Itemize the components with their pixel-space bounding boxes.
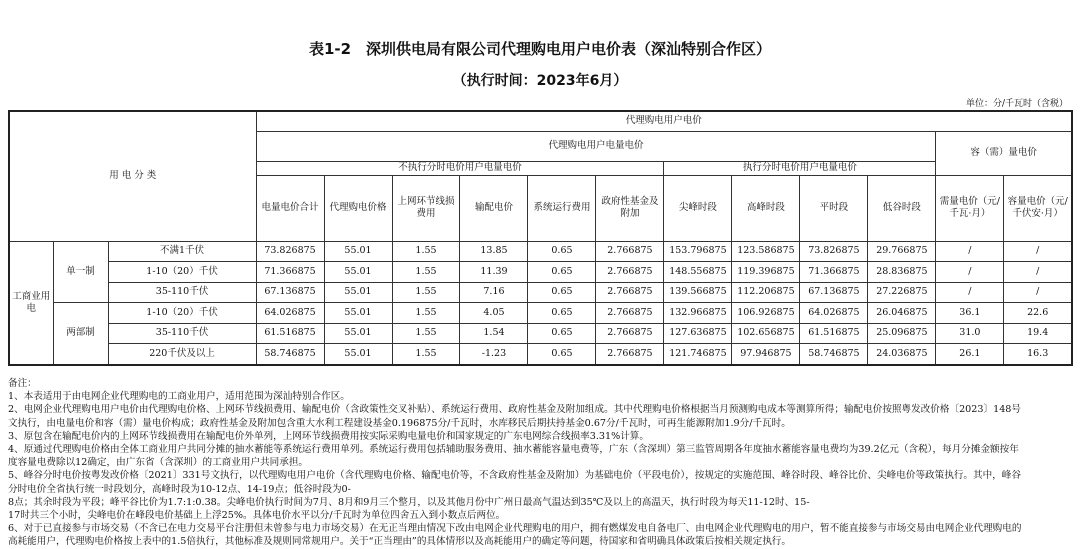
price-cell: 7.16: [460, 282, 528, 303]
price-cell: 1.54: [460, 323, 528, 344]
group-label: 工商业用电: [9, 241, 53, 365]
price-cell: 28.836875: [868, 262, 936, 283]
price-cell: 1.55: [392, 303, 460, 324]
voltage-level: 1-10（20）千伏: [108, 262, 256, 283]
price-cell: 67.136875: [800, 282, 868, 303]
column-header: 输配电价: [460, 175, 528, 241]
voltage-level: 35-110千伏: [108, 323, 256, 344]
price-cell: 55.01: [324, 303, 392, 324]
price-cell: 2.766875: [596, 262, 664, 283]
price-cell: 73.826875: [256, 241, 324, 262]
voltage-level: 不满1千伏: [108, 241, 256, 262]
column-header: 需量电价（元/千瓦·月）: [936, 175, 1004, 241]
note-line: 8点；其余时段为平段；峰平谷比价为1.7:1:0.38。尖峰电价执行时间为7月、8月和9月三个整月，以及其他月份中广州日最高气温达到35℃及以上的高温天，执行时段为每天11-12时、15-: [8, 496, 810, 508]
column-header: 高峰时段: [732, 175, 800, 241]
price-cell: 112.206875: [732, 282, 800, 303]
price-cell: 2.766875: [596, 282, 664, 303]
price-cell: /: [936, 262, 1004, 283]
price-cell: 0.65: [528, 262, 596, 283]
voltage-level: 35-110千伏: [108, 282, 256, 303]
price-cell: 64.026875: [800, 303, 868, 324]
price-cell: -1.23: [460, 344, 528, 365]
price-cell: 0.65: [528, 344, 596, 365]
column-header: 电量电价合计: [256, 175, 324, 241]
price-cell: 139.566875: [664, 282, 732, 303]
price-cell: 132.966875: [664, 303, 732, 324]
execution-date: （执行时间：2023年6月）: [452, 73, 628, 89]
price-cell: 25.096875: [868, 323, 936, 344]
note-line: 高耗能用户，代理购电价格按上表中的1.5倍执行，其他标准及规则同常规用户。关于“正当理由”的具体情形以及高耗能用户的确定等问题，待国家和省明确具体政策后按相关规定执行。: [8, 536, 791, 548]
notes: [8, 377, 1076, 549]
price-cell: 2.766875: [596, 323, 664, 344]
column-header: 低谷时段: [868, 175, 936, 241]
price-cell: 2.766875: [596, 303, 664, 324]
table-row: [9, 303, 1072, 324]
note-line: 度容量电费除以12确定，由广东省（含深圳）的工商业用户共同承担。: [8, 457, 309, 469]
table-row: [9, 344, 1072, 365]
price-cell: 4.05: [460, 303, 528, 324]
non-tou-header: 不执行分时电价用户电量电价: [256, 161, 664, 175]
table-row: [9, 282, 1072, 303]
price-cell: 11.39: [460, 262, 528, 283]
price-cell: 64.026875: [256, 303, 324, 324]
subgroup-label: 单一制: [53, 241, 108, 303]
price-cell: 55.01: [324, 323, 392, 344]
price-cell: 0.65: [528, 303, 596, 324]
price-cell: 26.046875: [868, 303, 936, 324]
price-cell: /: [1004, 262, 1072, 283]
top-header: 代理购电用户电价: [256, 111, 1072, 131]
price-cell: 1.55: [392, 262, 460, 283]
price-cell: 102.656875: [732, 323, 800, 344]
note-line: 2、电网企业代理购电用户电价由代理购电价格、上网环节线损费用、输配电价（含政策性交叉补贴）、系统运行费用、政府性基金及附加组成。其中代理购电价格根据当月预测购电成本等测算所得；输配电价按照粤发改价格〔2023〕148号: [8, 404, 1021, 416]
price-cell: 97.946875: [732, 344, 800, 365]
table-row: [9, 241, 1072, 262]
column-header: 上网环节线损费用: [392, 175, 460, 241]
price-cell: 148.556875: [664, 262, 732, 283]
table-row: [9, 323, 1072, 344]
price-table: [8, 110, 1073, 366]
price-cell: 0.65: [528, 323, 596, 344]
price-cell: 2.766875: [596, 344, 664, 365]
note-line: 分时电价全省执行统一时段划分，高峰时段为10-12点、14-19点；低谷时段为0-: [8, 483, 351, 495]
note-line: 17时共三个小时，尖峰电价在峰段电价基础上上浮25%。具体电价水平以分/千瓦时为单位四舍五入到小数点后两位。: [8, 510, 506, 522]
price-cell: 121.746875: [664, 344, 732, 365]
price-cell: 153.796875: [664, 241, 732, 262]
price-cell: 1.55: [392, 344, 460, 365]
note-line: 6、对于已直接参与市场交易（不含已在电力交易平台注册但未曾参与电力市场交易）在无正当理由情况下改由电网企业代理购电的用户，拥有燃煤发电自备电厂、由电网企业代理购电的用户，暂不能直接参与市场交易由电网企业代理购电的: [8, 523, 1022, 535]
price-cell: 0.65: [528, 282, 596, 303]
column-header: 系统运行费用: [528, 175, 596, 241]
price-cell: 31.0: [936, 323, 1004, 344]
note-line: 5、峰谷分时电价按粤发改价格〔2021〕331号文执行，以代理购电用户电价（含代理购电价格、输配电价等，不含政府性基金及附加）为基础电价（平段电价），按规定的实施范围、峰谷时段、峰谷比价、尖峰电价等政策执行。其中，峰谷: [8, 470, 1021, 482]
note-line: 4、原通过代理购电价格由全体工商业用户共同分摊的抽水蓄能等系统运行费用单列。系统运行费用包括辅助服务费用、抽水蓄能容量电费等，广东（含深圳）第三监管周期各年度抽水蓄能容量电费均为39.2亿元（含税），每月分摊金额按年: [8, 444, 1019, 456]
price-cell: 26.1: [936, 344, 1004, 365]
price-cell: 55.01: [324, 344, 392, 365]
price-cell: 36.1: [936, 303, 1004, 324]
price-cell: 0.65: [528, 241, 596, 262]
subgroup-label: 两部制: [53, 303, 108, 365]
unit-label: 单位：分/千瓦时（含税）: [965, 99, 1068, 109]
price-cell: 1.55: [392, 241, 460, 262]
category-header: 用 电 分 类: [9, 111, 256, 241]
voltage-level: 1-10（20）千伏: [108, 303, 256, 324]
energy-header: 代理购电用户电量电价: [256, 131, 936, 161]
price-cell: 61.516875: [800, 323, 868, 344]
note-line: 文执行，由电量电价和容（需）量电价构成；政府性基金及附加包含重大水利工程建设基金0.196875分/千瓦时，水库移民后期扶持基金0.67分/千瓦时，可再生能源附加1.9分/千瓦时。: [8, 417, 791, 429]
price-cell: /: [936, 282, 1004, 303]
price-cell: 71.366875: [800, 262, 868, 283]
price-cell: 55.01: [324, 282, 392, 303]
price-cell: /: [936, 241, 1004, 262]
column-header: 尖峰时段: [664, 175, 732, 241]
price-cell: /: [1004, 241, 1072, 262]
price-cell: 106.926875: [732, 303, 800, 324]
price-cell: 29.766875: [868, 241, 936, 262]
tou-header: 执行分时电价用户电量电价: [664, 161, 936, 175]
price-cell: 127.636875: [664, 323, 732, 344]
price-cell: 1.55: [392, 282, 460, 303]
price-cell: 123.586875: [732, 241, 800, 262]
price-cell: /: [1004, 282, 1072, 303]
price-cell: 24.036875: [868, 344, 936, 365]
column-header: 代理购电价格: [324, 175, 392, 241]
note-line: 3、原包含在输配电价内的上网环节线损费用在输配电价外单列，上网环节线损费用按实际采购电量电价和国家规定的广东电网综合线损率3.31%计算。: [8, 430, 649, 442]
price-cell: 55.01: [324, 241, 392, 262]
price-cell: 67.136875: [256, 282, 324, 303]
table-row: [9, 262, 1072, 283]
column-header: 平时段: [800, 175, 868, 241]
price-cell: 58.746875: [256, 344, 324, 365]
price-cell: 13.85: [460, 241, 528, 262]
price-cell: 73.826875: [800, 241, 868, 262]
note-line: 1、本表适用于由电网企业代理购电的工商业用户，适用范围为深汕特别合作区。: [8, 391, 350, 403]
price-cell: 22.6: [1004, 303, 1072, 324]
page-title: 表1-2 深圳供电局有限公司代理购电用户电价表（深汕特别合作区）: [308, 40, 772, 58]
price-cell: 16.3: [1004, 344, 1072, 365]
voltage-level: 220千伏及以上: [108, 344, 256, 365]
price-cell: 27.226875: [868, 282, 936, 303]
column-header: 政府性基金及附加: [596, 175, 664, 241]
column-header: 容量电价（元/千伏安·月）: [1004, 175, 1072, 241]
price-cell: 58.746875: [800, 344, 868, 365]
price-cell: 1.55: [392, 323, 460, 344]
price-cell: 61.516875: [256, 323, 324, 344]
price-cell: 2.766875: [596, 241, 664, 262]
price-cell: 55.01: [324, 262, 392, 283]
price-cell: 119.396875: [732, 262, 800, 283]
note-line: 备注：: [8, 378, 37, 389]
capacity-header: 容（需）量电价: [936, 131, 1072, 175]
price-cell: 71.366875: [256, 262, 324, 283]
price-cell: 19.4: [1004, 323, 1072, 344]
